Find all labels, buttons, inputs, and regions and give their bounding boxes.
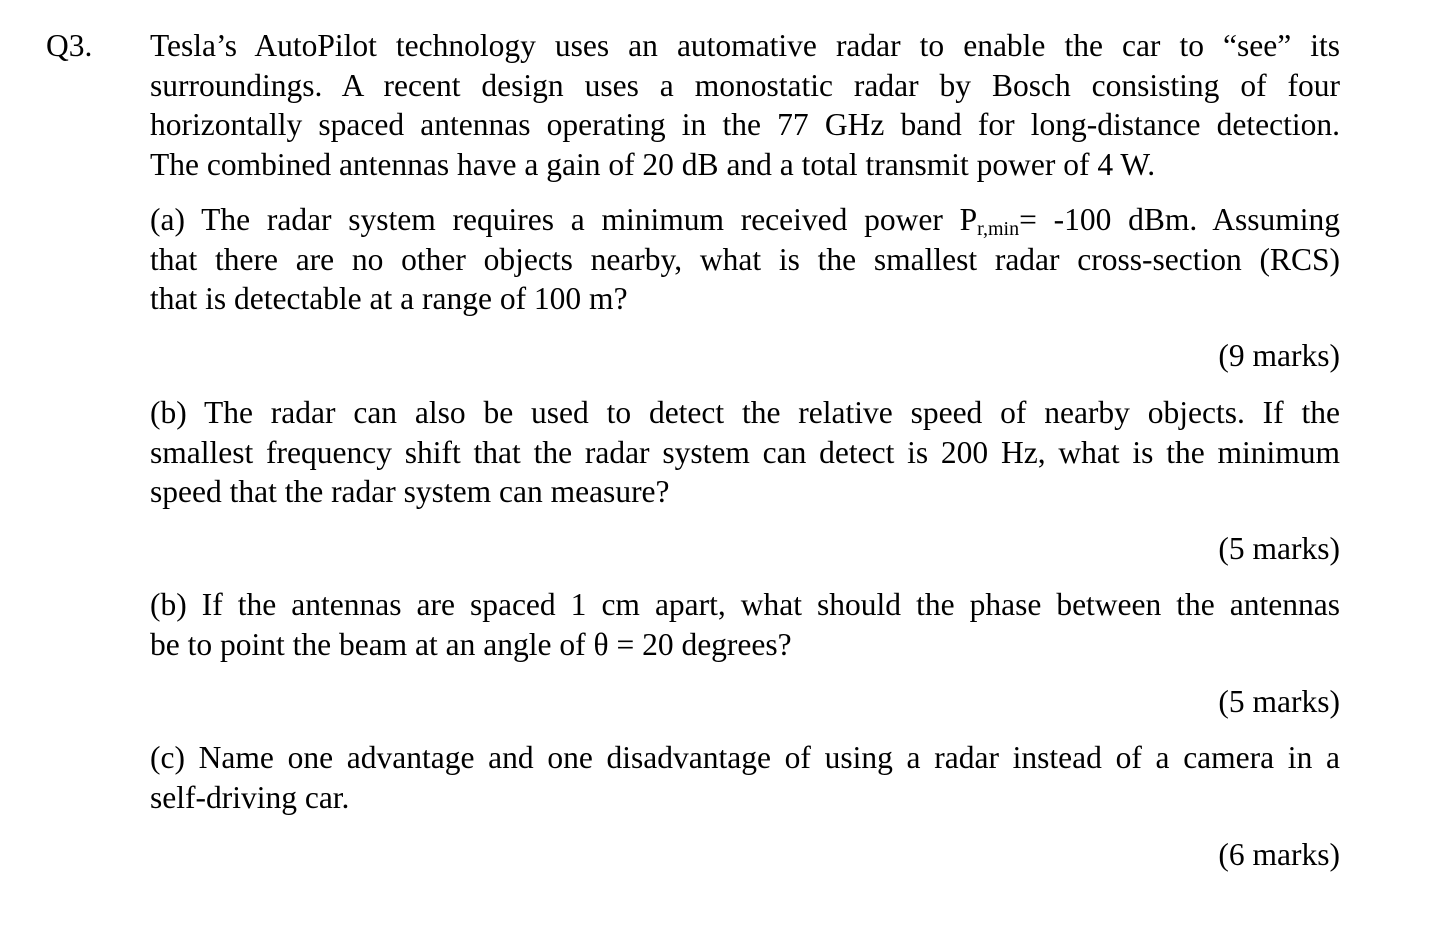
part-c-line: self-driving car. <box>150 779 350 815</box>
part-b-line: speed that the radar system can measure? <box>150 474 670 509</box>
intro-line: horizontally spaced antennas operating in the 77 GHz band for long-distance detection. <box>150 107 1340 142</box>
intro-line: The combined antennas have a gain of 20 dB and a total transmit power of 4 W. <box>150 146 1156 182</box>
marks-label: (9 marks) <box>1218 338 1340 373</box>
part-c <box>150 738 1340 817</box>
question-number: Q3. <box>46 28 93 63</box>
part-a-line: that there are no other objects nearby, what is the smallest radar cross-section (RCS) <box>150 241 1340 277</box>
part-a-line: that is detectable at a range of 100 m? <box>150 281 628 316</box>
part-a-line <box>150 200 1340 240</box>
part-b2-line: be to point the beam at an angle of θ = 20 degrees? <box>150 626 792 662</box>
part-b-line: (b) The radar can also be used to detect the relative speed of nearby objects. If the <box>150 395 1340 430</box>
subscript-r-min: r,min <box>977 218 1020 240</box>
marks-label: (5 marks) <box>1218 684 1340 719</box>
intro-line: Tesla’s AutoPilot technology uses an automative radar to enable the car to “see” its <box>150 28 1340 63</box>
part-a <box>150 200 1340 319</box>
part-a-text: (a) The radar system requires a minimum received power P <box>150 202 978 237</box>
question-intro <box>150 26 1340 184</box>
marks-label: (6 marks) <box>1218 837 1340 872</box>
marks-label: (5 marks) <box>1218 531 1340 566</box>
part-b-line: smallest frequency shift that the radar system can detect is 200 Hz, what is the minimum <box>150 434 1340 470</box>
part-b <box>150 393 1340 512</box>
part-b2 <box>150 585 1340 664</box>
part-b2-line: (b) If the antennas are spaced 1 cm apart, what should the phase between the antennas <box>150 587 1340 622</box>
part-c-line: (c) Name one advantage and one disadvantage of using a radar instead of a camera in a <box>150 740 1340 775</box>
intro-line: surroundings. A recent design uses a monostatic radar by Bosch consisting of four <box>150 67 1340 103</box>
part-a-text: = -100 dBm. Assuming <box>1019 202 1340 237</box>
